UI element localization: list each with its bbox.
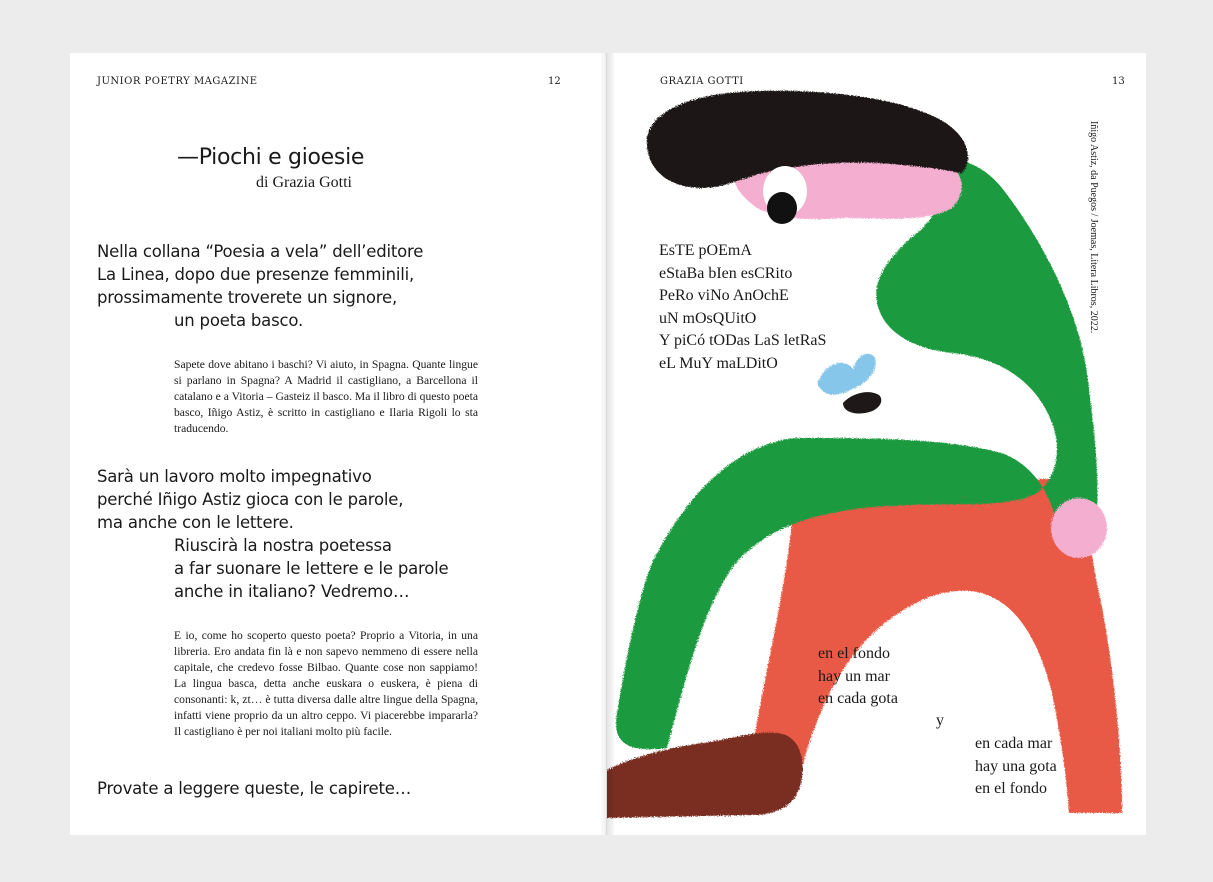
poem-sea-part-1 [818, 643, 898, 711]
eye-pupil-shape [767, 192, 797, 224]
poem-line: en el fondo [975, 780, 1047, 797]
poem-sea-part-2 [975, 733, 1057, 801]
lead-line: La Linea, dopo due presenze femminili, [97, 265, 415, 284]
lead-line: anche in italiano? Vedremo… [174, 582, 410, 601]
poem-sea-conjunction: y [936, 712, 944, 729]
lead-line: perché Iñigo Astiz gioca con le parole, [97, 490, 404, 509]
running-head-left: JUNIOR POETRY MAGAZINE [97, 76, 258, 87]
poem-line: en cada mar [975, 735, 1053, 752]
poem-line: PeRo viNo AnOchE [659, 287, 789, 304]
poem-line: hay un mar [818, 667, 890, 685]
illustration-credit: Iñigo Astiz, da Puegos / Joemas, Litera Libros, 2022. [1088, 121, 1099, 334]
poem-line: uN mOsQUitO [659, 309, 757, 327]
article-title: —Piochi e gioesie [177, 145, 365, 170]
poem-line: EsTE pOEmA [659, 242, 752, 259]
poem-line: hay una gota [975, 757, 1057, 775]
poem-line: eL MuY maLDitO [659, 354, 778, 372]
poem-line: en el fondo [818, 645, 890, 662]
right-page [607, 53, 1146, 835]
page-number-left: 12 [548, 76, 561, 87]
pink-hand-shape [1051, 498, 1107, 558]
lead-line: prossimamente troverete un signore, [97, 288, 398, 307]
blue-butterfly-wings [818, 354, 876, 395]
lead-line: Sarà un lavoro molto impegnativo [97, 467, 372, 486]
poem-mosquito [659, 240, 826, 375]
left-page [70, 53, 606, 835]
lead-line: un poeta basco. [174, 311, 304, 330]
lead-paragraph-2 [97, 465, 448, 603]
closing-text: Provate a leggere queste, le capirete… [97, 779, 412, 798]
lead-paragraph-1 [97, 240, 423, 332]
body-paragraph-1: Sapete dove abitano i baschi? Vi aiuto, in Spagna. Quante lingue si parlano in Spagna? A Madrid il castigliano, a Barcellona il catalano e a Vitoria – Gasteiz il basco. Ma il libro di questo poeta basco, Iñigo Astiz, è scritto in castigliano e Ilaria Rigoli lo sta traducendo. [174, 358, 478, 435]
butterfly-body [843, 392, 881, 413]
lead-line: Riuscirà la nostra poetessa [174, 536, 392, 555]
lead-line: a far suonare le lettere e le parole [174, 559, 449, 578]
lead-line: ma anche con le lettere. [97, 513, 294, 532]
poem-line: Y piCó tODas LaS letRaS [659, 332, 827, 349]
figure-illustration [607, 53, 1146, 835]
poem-line: en cada gota [818, 690, 898, 707]
article-byline: di Grazia Gotti [256, 174, 352, 191]
body-paragraph-2: E io, come ho scoperto questo poeta? Proprio a Vitoria, in una libreria. Ero andata fin là e non sapevo nemmeno di essere nella capitale, che credevo fosse Bilbao. Quante cose non sappiamo! La lingua basca, detta anche euskara o euskera, è piena di consonanti: k, zt… è tutta diversa dalle altre lingue della Spagna, infatti viene proprio da un altro ceppo. Vi piacerebbe impararla? Il castigliano è per noi italiani molto più facile. [174, 629, 478, 738]
lead-line: Nella collana “Poesia a vela” dell’editore [97, 242, 424, 261]
running-head-right: GRAZIA GOTTI [660, 76, 744, 87]
closing-line [97, 777, 411, 800]
poem-line: eStaBa bIen esCRito [659, 264, 793, 282]
page-number-right: 13 [1112, 76, 1125, 87]
